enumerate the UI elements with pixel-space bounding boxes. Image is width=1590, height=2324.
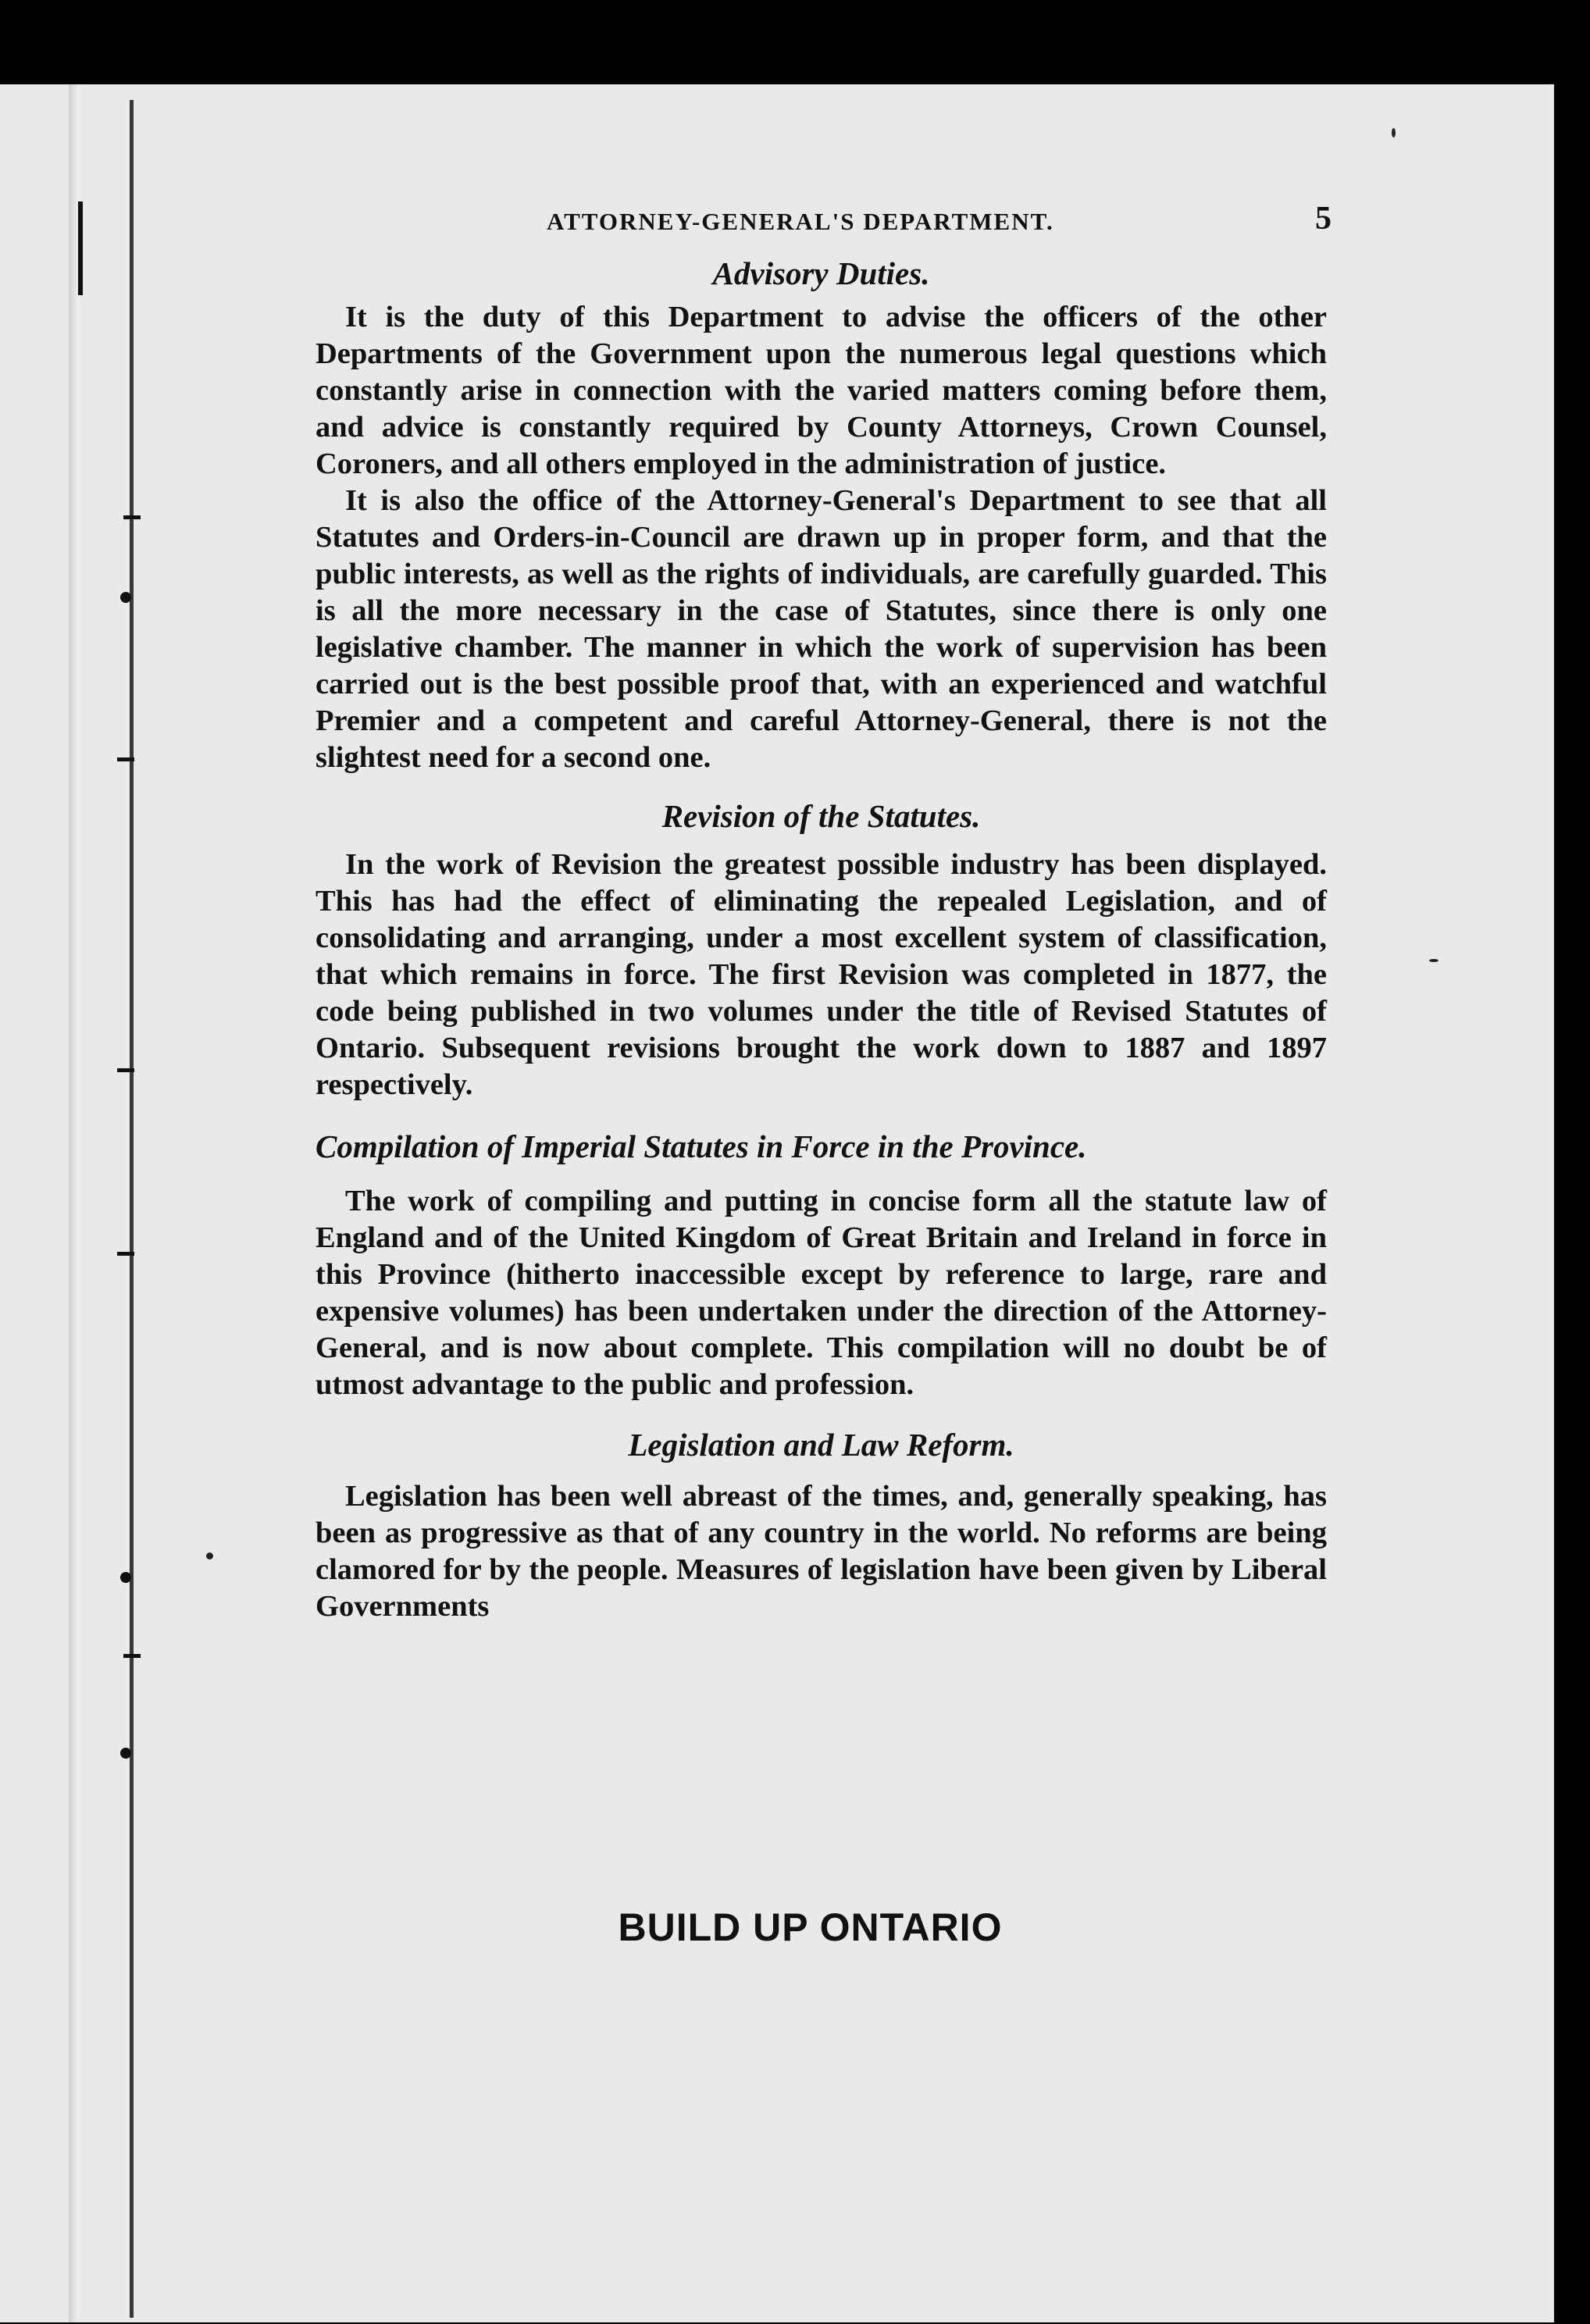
gutter-dot — [120, 1748, 131, 1759]
footer-banner: BUILD UP ONTARIO — [618, 1905, 1003, 1949]
section-heading: Legislation and Law Reform. — [628, 1427, 1014, 1463]
running-title: ATTORNEY-GENERAL'S DEPARTMENT. — [547, 208, 1054, 235]
gutter-tick — [117, 1068, 134, 1072]
gutter-tick — [117, 1252, 134, 1256]
paragraph: In the work of Revision the greatest possible industry has been displayed. This has had the effect of eliminating the repealed Legislation, and of consolidating and arranging, under a most excellent system of classification, that which remains in force. The first Revision was completed in 1877, the code being published in two volumes under the title of Revised Statutes of Ontario. Subsequent revisions brought the work down to 1887 and 1897 respectively. — [316, 848, 1327, 1101]
binding-shadow — [69, 84, 80, 2322]
body-text — [316, 254, 1327, 1625]
paragraph: The work of compiling and putting in concise form all the statute law of England and of the United Kingdom of Great Britain and Ireland in force in this Province (hitherto inaccessible except by reference to large, rare and expensive volumes) has been undertaken under the direction of the Attorney-General, and is now about complete. This compilation will no doubt be of utmost advantage to the public and profession. — [316, 1185, 1327, 1401]
paragraph: It is also the office of the Attorney-General's Department to see that all Statutes and Orders-in-Council are drawn up in proper form, and that the public interests, as well as the rights of individuals, are carefully guarded. This is all the more necessary in the case of Statutes, since there is only one legislative chamber. The manner in which the work of supervision has been carried out is the best possible proof that, with an experienced and watchful Premier and a competent and careful Attorney-General, there is not the slightest need for a second one. — [316, 484, 1327, 774]
gutter-tick — [123, 515, 141, 519]
edge-mark — [78, 201, 83, 295]
paragraph: It is the duty of this Department to advise the officers of the other Departments of the Government upon the numerous legal questions which constantly arise in connection with the varied matters coming before them, and advice is constantly required by County Attorneys, Crown Counsel, Coroners, and all others employed in the administration of justice. — [316, 301, 1327, 480]
page-number: 5 — [1315, 201, 1332, 237]
scan-speck — [206, 1552, 213, 1559]
section-heading: Advisory Duties. — [712, 255, 930, 291]
gutter-line — [130, 100, 134, 2318]
section-heading: Compilation of Imperial Statutes in Force in the Province. — [316, 1128, 1087, 1164]
paragraph: Legislation has been well abreast of the times, and, generally speaking, has been as progressive as that of any country in the world. No reforms are being clamored for by the people. Measures of legislation have been given by Liberal Governments — [316, 1480, 1327, 1623]
scan-speck — [1392, 128, 1396, 137]
gutter-tick — [123, 1654, 141, 1658]
gutter-tick — [117, 757, 134, 761]
gutter-dot — [120, 1572, 131, 1583]
section-heading: Revision of the Statutes. — [661, 798, 981, 834]
scan-speck — [1429, 959, 1438, 962]
running-head — [547, 200, 1332, 247]
gutter-dot — [120, 592, 131, 603]
